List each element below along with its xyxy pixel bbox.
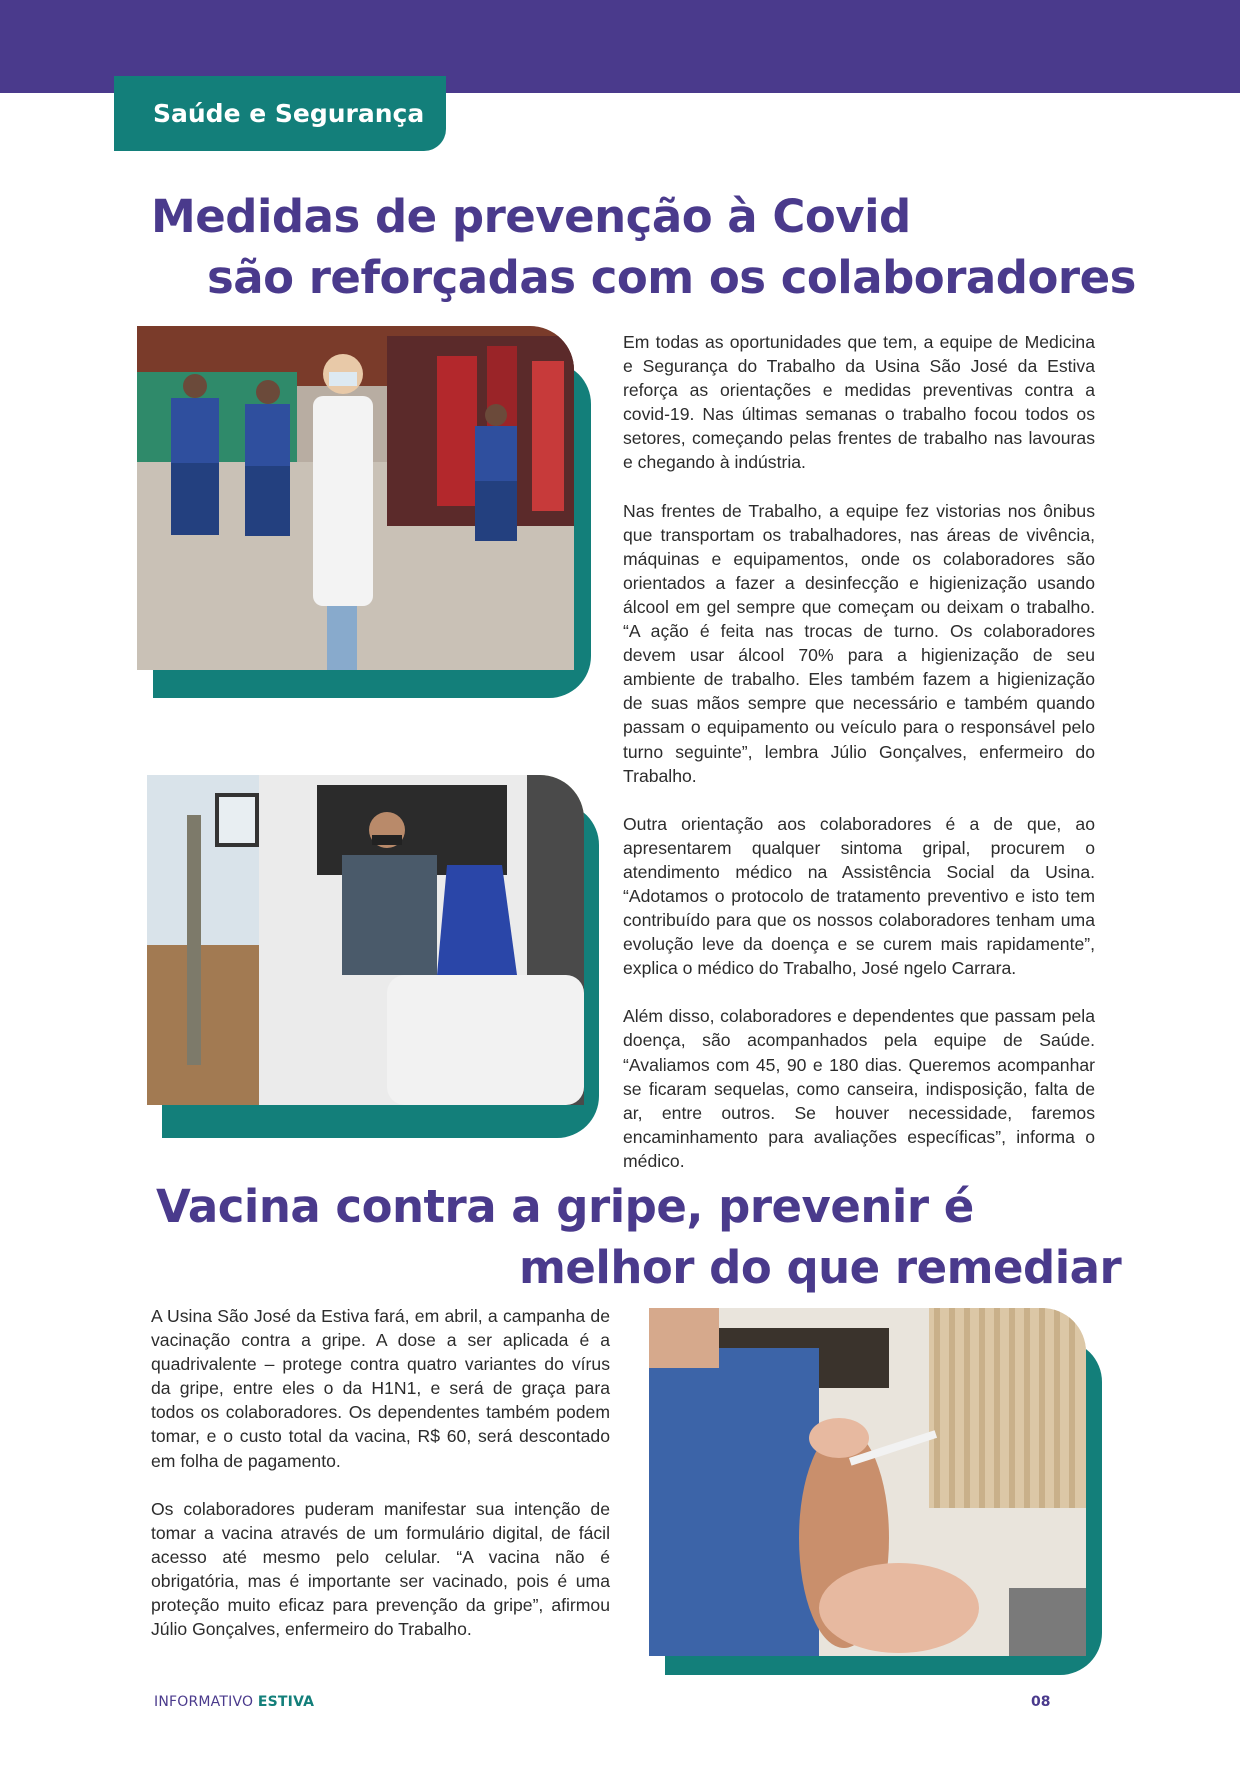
article1-paragraph: Além disso, colaboradores e dependentes que passam pela doença, são acompanhados pela equipe de Saúde. “Avaliamos com 45, 90 e 180 dias. Queremos acompanhar se ficaram sequelas, como canseira, indisposição, falta de ar, entre outros. Se houver necessidade, faremos encaminhamento para avaliações específicas”, informa o médico. bbox=[623, 1006, 1095, 1171]
footer-publication-prefix: INFORMATIVO bbox=[154, 1694, 258, 1710]
article2-body bbox=[151, 1304, 610, 1665]
section-tag: Saúde e Segurança bbox=[114, 76, 446, 151]
footer-publication bbox=[154, 1694, 314, 1710]
article1-body bbox=[623, 330, 1095, 1197]
page-number: 08 bbox=[1031, 1694, 1051, 1710]
photo-image bbox=[649, 1308, 1086, 1656]
article1-title-line1: Medidas de prevenção à Covid bbox=[151, 190, 911, 243]
article2-paragraph: A Usina São José da Estiva fará, em abril, a campanha de vacinação contra a gripe. A dose a ser aplicada é a quadrivalente – protege contra quatro variantes do vírus da gripe, entre eles o da H1N1, e será de graça para todos os colaboradores. Os dependentes também podem tomar, e o custo total da vacina, R$ 60, será descontado em folha de pagamento. bbox=[151, 1306, 610, 1471]
article1-paragraph: Outra orientação aos colaboradores é a de que, ao apresentarem qualquer sintoma gripal, procurem o atendimento médico na Assistência Social da Usina. “Adotamos o protocolo de tratamento preventivo e isto tem contribuído para que os nossos colaboradores tenham uma evolução leve da doença e se curem mais rapidamente”, explica o médico do Trabalho, José ngelo Carrara. bbox=[623, 813, 1095, 979]
footer-publication-name: ESTIVA bbox=[257, 1694, 315, 1710]
photo-image bbox=[147, 775, 584, 1105]
article1-paragraph: Nas frentes de Trabalho, a equipe fez vistorias nos ônibus que transportam os trabalhadores, nas áreas de vivência, máquinas e equipamentos, onde os colaboradores são orientados a fazer a desinfecção e higienização usando álcool em gel sempre que começam ou deixam o trabalho. “A ação é feita nas trocas de turno. Os colaboradores devem usar álcool 70% para a higienização de seu ambiente de trabalho. Eles também fazem a higienização de suas mãos sempre que necessário e também quando passam o equipamento ou veículo para o responsável pelo turno seguinte”, lembra Júlio Gonçalves, enfermeiro do Trabalho. bbox=[623, 500, 1095, 786]
photo-truck-driver-check bbox=[147, 775, 599, 1138]
article1-title-line2: são reforçadas com os colaboradores bbox=[207, 251, 1136, 304]
photo-image bbox=[137, 326, 574, 670]
article2-paragraph: Os colaboradores puderam manifestar sua intenção de tomar a vacina através de um formulário digital, de fácil acesso até mesmo pelo celular. “A vacina não é obrigatória, mas é importante ser vacinado, pois é uma proteção muito eficaz para prevenção da gripe”, afirmou Júlio Gonçalves, enfermeiro do Trabalho. bbox=[151, 1498, 610, 1640]
article2-title-line2: melhor do que remediar bbox=[519, 1241, 1122, 1294]
article2-title-line1: Vacina contra a gripe, prevenir é bbox=[156, 1180, 974, 1233]
article1-paragraph: Em todas as oportunidades que tem, a equipe de Medicina e Segurança do Trabalho da Usina São José da Estiva reforça as orientações e medidas preventivas contra a covid-19. Nas últimas semanas o trabalho focou todos os setores, começando pelas frentes de trabalho nas lavouras e chegando à indústria. bbox=[623, 332, 1095, 473]
photo-doctor-with-workers bbox=[137, 326, 591, 698]
photo-vaccination bbox=[649, 1308, 1102, 1675]
